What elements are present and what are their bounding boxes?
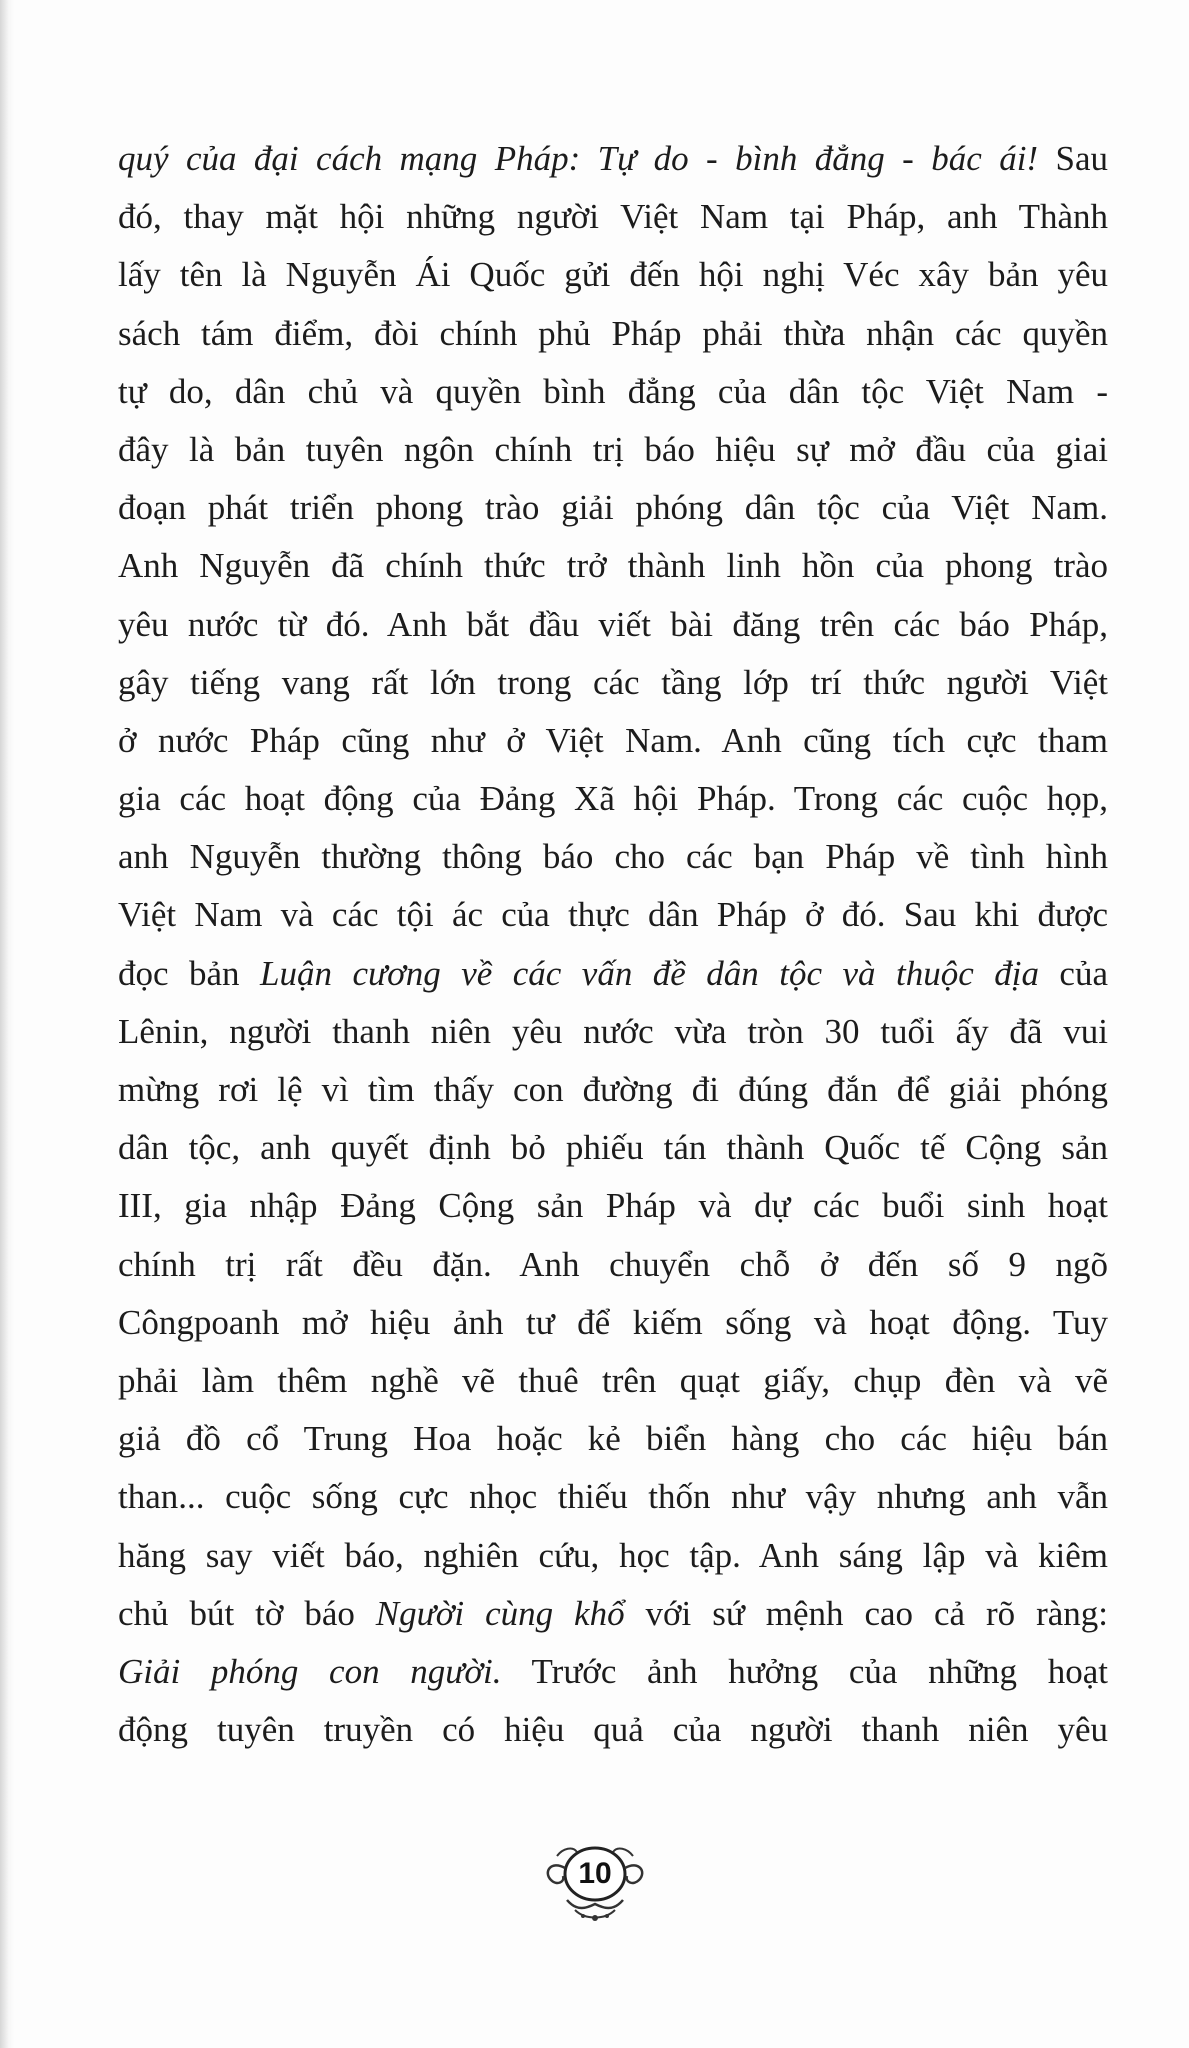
text-line bbox=[118, 1119, 1108, 1177]
text-segment: yêu nước từ đó. Anh bắt đầu viết bài đăng trên các báo Pháp, bbox=[118, 604, 1108, 644]
text-segment: đoạn phát triển phong trào giải phóng dân tộc của Việt Nam. bbox=[118, 488, 1108, 528]
text-segment: chính trị rất đều đặn. Anh chuyển chỗ ở đến số 9 ngõ bbox=[118, 1244, 1108, 1284]
page-number-footer bbox=[0, 1838, 1189, 1928]
text-segment: hăng say viết báo, nghiên cứu, học tập. Anh sáng lập và kiêm bbox=[118, 1535, 1108, 1575]
text-line bbox=[118, 1294, 1108, 1352]
text-line bbox=[118, 654, 1108, 712]
text-segment: ở nước Pháp cũng như ở Việt Nam. Anh cũng tích cực tham bbox=[118, 720, 1108, 760]
text-segment: anh Nguyễn thường thông báo cho các bạn Pháp về tình hình bbox=[118, 837, 1108, 877]
text-segment: III, gia nhập Đảng Cộng sản Pháp và dự các buổi sinh hoạt bbox=[118, 1186, 1108, 1226]
text-segment: động tuyên truyền có hiệu quả của người thanh niên yêu bbox=[118, 1710, 1108, 1750]
text-line bbox=[118, 886, 1108, 944]
text-line bbox=[118, 1701, 1108, 1759]
text-line bbox=[118, 1003, 1108, 1061]
text-line bbox=[118, 828, 1108, 886]
text-segment: Lênin, người thanh niên yêu nước vừa tròn 30 tuổi ấy đã vui bbox=[118, 1011, 1108, 1051]
text-line bbox=[118, 305, 1108, 363]
text-segment: tự do, dân chủ và quyền bình đẳng của dân tộc Việt Nam - bbox=[118, 371, 1108, 411]
text-segment: giả đồ cổ Trung Hoa hoặc kẻ biển hàng cho các hiệu bán bbox=[118, 1419, 1108, 1459]
text-segment: Anh Nguyễn đã chính thức trở thành linh hồn của phong trào bbox=[118, 546, 1108, 586]
text-line bbox=[118, 421, 1108, 479]
text-segment: đây là bản tuyên ngôn chính trị báo hiệu sự mở đầu của giai bbox=[118, 429, 1108, 469]
text-line bbox=[118, 945, 1108, 1003]
text-segment: đọc bản bbox=[118, 953, 261, 993]
text-segment: dân tộc, anh quyết định bỏ phiếu tán thành Quốc tế Cộng sản bbox=[118, 1128, 1108, 1168]
text-line bbox=[118, 1177, 1108, 1235]
text-line bbox=[118, 770, 1108, 828]
text-segment: Sau bbox=[1038, 139, 1108, 178]
body-text bbox=[118, 130, 1108, 1759]
italic-text: Người cùng khổ bbox=[375, 1593, 625, 1633]
text-segment: với sứ mệnh cao cả rõ ràng: bbox=[624, 1593, 1108, 1633]
text-segment: Việt Nam và các tội ác của thực dân Pháp ở đó. Sau khi được bbox=[118, 895, 1108, 935]
text-line bbox=[118, 246, 1108, 304]
italic-text: Giải phóng con người. bbox=[118, 1651, 502, 1691]
text-line bbox=[118, 479, 1108, 537]
text-segment: của bbox=[1038, 953, 1108, 993]
text-line bbox=[118, 1643, 1108, 1701]
text-line bbox=[118, 1352, 1108, 1410]
text-segment: phải làm thêm nghề vẽ thuê trên quạt giấy, chụp đèn và vẽ bbox=[118, 1360, 1108, 1400]
italic-text: quý của đại cách mạng Pháp: Tự do - bình đẳng - bác ái! bbox=[118, 139, 1039, 178]
page-number: 10 bbox=[578, 1857, 612, 1890]
text-line bbox=[118, 1527, 1108, 1585]
text-segment: Trước ảnh hưởng của những hoạt bbox=[501, 1651, 1108, 1691]
text-line bbox=[118, 537, 1108, 595]
text-line bbox=[118, 130, 1108, 188]
text-line bbox=[118, 188, 1108, 246]
text-segment: Côngpoanh mở hiệu ảnh tư để kiếm sống và hoạt động. Tuy bbox=[118, 1302, 1108, 1342]
text-segment: đó, thay mặt hội những người Việt Nam tại Pháp, anh Thành bbox=[118, 197, 1108, 237]
italic-text: Luận cương về các vấn đề dân tộc và thuộc địa bbox=[260, 953, 1039, 993]
text-line bbox=[118, 596, 1108, 654]
text-line bbox=[118, 712, 1108, 770]
text-segment: sách tám điểm, đòi chính phủ Pháp phải thừa nhận các quyền bbox=[118, 313, 1108, 353]
text-line bbox=[118, 363, 1108, 421]
text-segment: lấy tên là Nguyễn Ái Quốc gửi đến hội nghị Véc xây bản yêu bbox=[118, 255, 1108, 295]
text-line bbox=[118, 1410, 1108, 1468]
text-line bbox=[118, 1585, 1108, 1643]
page-edge-shadow bbox=[0, 0, 14, 2048]
text-segment: than... cuộc sống cực nhọc thiếu thốn như vậy nhưng anh vẫn bbox=[118, 1477, 1108, 1517]
text-segment: gia các hoạt động của Đảng Xã hội Pháp. Trong các cuộc họp, bbox=[118, 779, 1108, 819]
text-line bbox=[118, 1236, 1108, 1294]
text-line bbox=[118, 1468, 1108, 1526]
text-segment: chủ bút tờ báo bbox=[118, 1593, 376, 1633]
text-line bbox=[118, 1061, 1108, 1119]
text-segment: mừng rơi lệ vì tìm thấy con đường đi đúng đắn để giải phóng bbox=[118, 1070, 1108, 1109]
text-segment: gây tiếng vang rất lớn trong các tầng lớp trí thức người Việt bbox=[118, 662, 1108, 702]
